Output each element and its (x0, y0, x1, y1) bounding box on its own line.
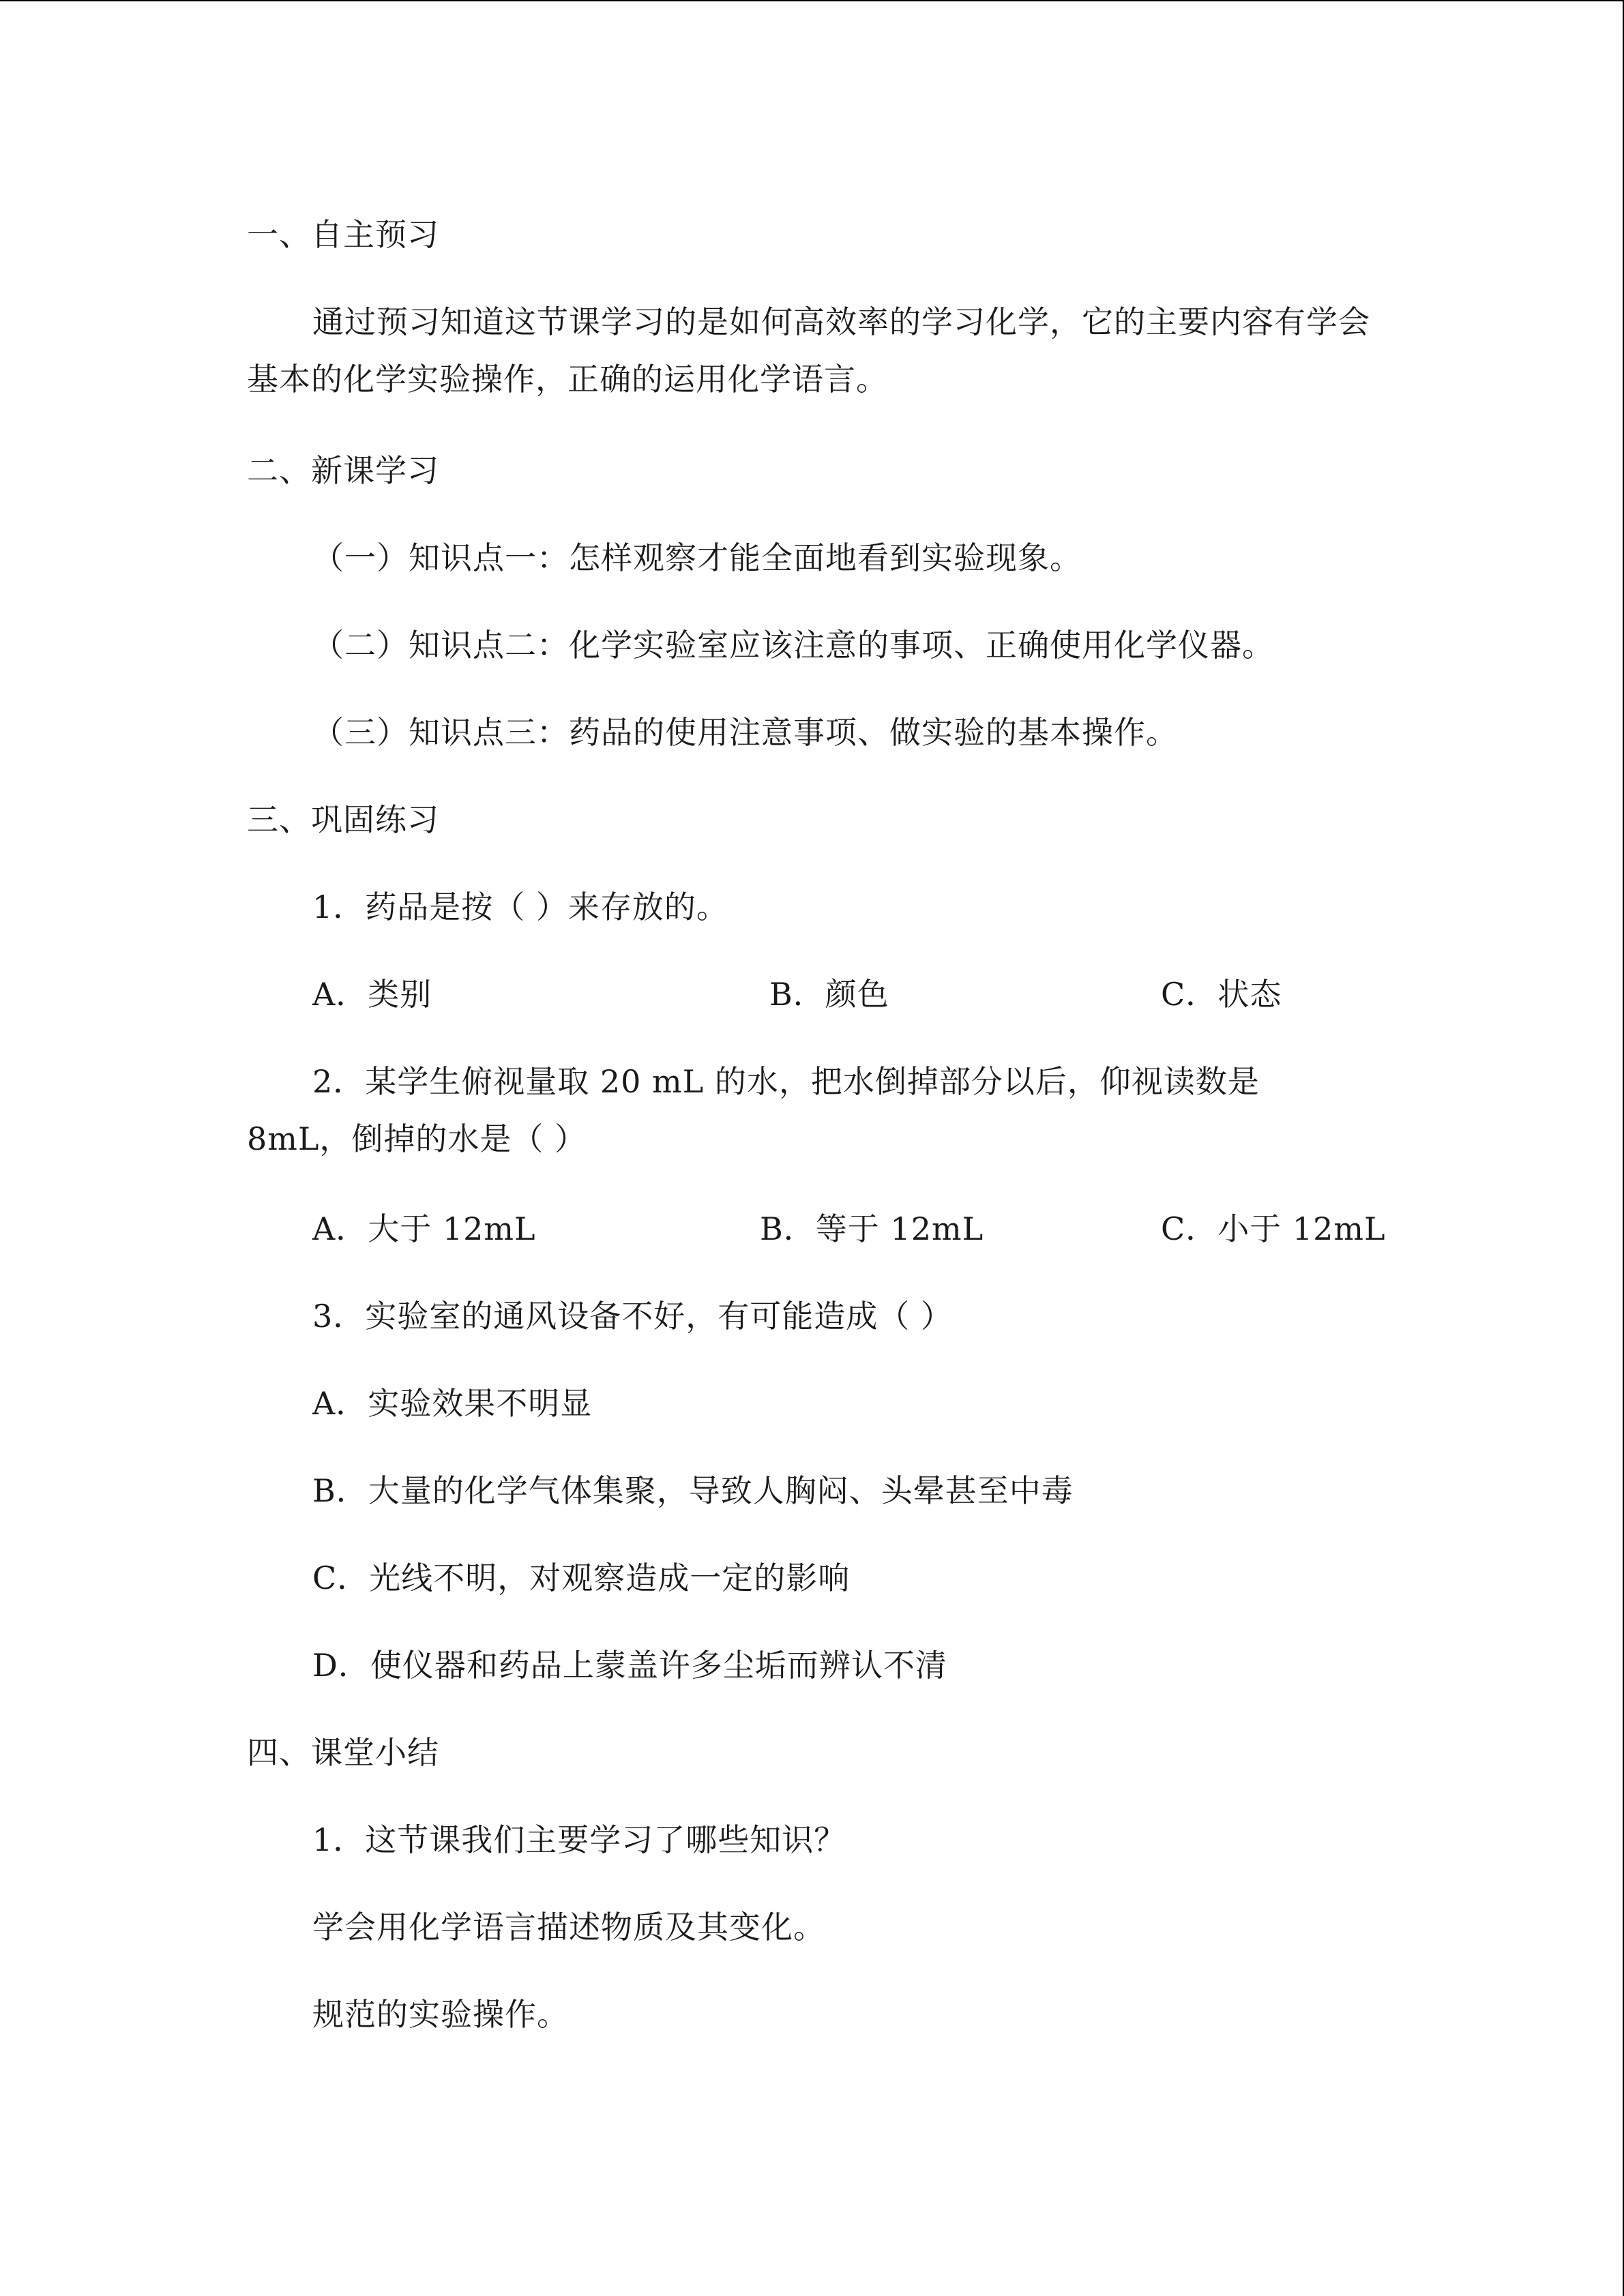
question-1-option-b: B．颜色 (769, 976, 889, 1013)
question-3-option-d: D．使仪器和药品上蒙盖许多尘垢而辨认不清 (312, 1647, 947, 1684)
summary-question: 1．这节课我们主要学习了哪些知识？ (312, 1821, 846, 1858)
knowledge-point-1: （一）知识点一：怎样观察才能全面地看到实验现象。 (312, 539, 1082, 576)
section-heading-preview: 一、自主预习 (247, 216, 439, 253)
summary-answer-1: 学会用化学语言描述物质及其变化。 (312, 1909, 825, 1945)
question-1-option-a: A．类别 (312, 976, 432, 1013)
question-2-option-b: B．等于 12mL (760, 1210, 984, 1247)
question-2-stem: 2．某学生俯视量取 20 mL 的水，把水倒掉部分以后，仰视读数是 8mL，倒掉的水是（ ） (247, 1063, 1260, 1157)
question-3-option-b: B．大量的化学气体集聚，导致人胸闷、头晕甚至中毒 (312, 1472, 1074, 1509)
question-3-stem: 3．实验室的通风设备不好，有可能造成（ ） (312, 1298, 953, 1335)
question-3-option-c: C．光线不明，对观察造成一定的影响 (312, 1560, 851, 1596)
knowledge-point-2: （二）知识点二：化学实验室应该注意的事项、正确使用化学仪器。 (312, 627, 1274, 664)
preview-paragraph: 通过预习知道这节课学习的是如何高效率的学习化学，它的主要内容有学会基本的化学实验操作，正确的运用化学语言。 (247, 303, 1370, 398)
section-heading-summary: 四、课堂小结 (247, 1734, 439, 1771)
question-1-option-c: C．状态 (1161, 976, 1282, 1013)
knowledge-point-3: （三）知识点三：药品的使用注意事项、做实验的基本操作。 (312, 714, 1178, 751)
question-3-option-a: A．实验效果不明显 (312, 1385, 593, 1422)
question-2-option-c: C．小于 12mL (1161, 1210, 1386, 1247)
section-heading-practice: 三、巩固练习 (247, 801, 439, 838)
question-2-option-a: A．大于 12mL (312, 1210, 536, 1247)
section-heading-new-lesson: 二、新课学习 (247, 452, 439, 489)
question-1-stem: 1．药品是按（ ）来存放的。 (312, 889, 728, 925)
summary-answer-2: 规范的实验操作。 (312, 1996, 569, 2033)
